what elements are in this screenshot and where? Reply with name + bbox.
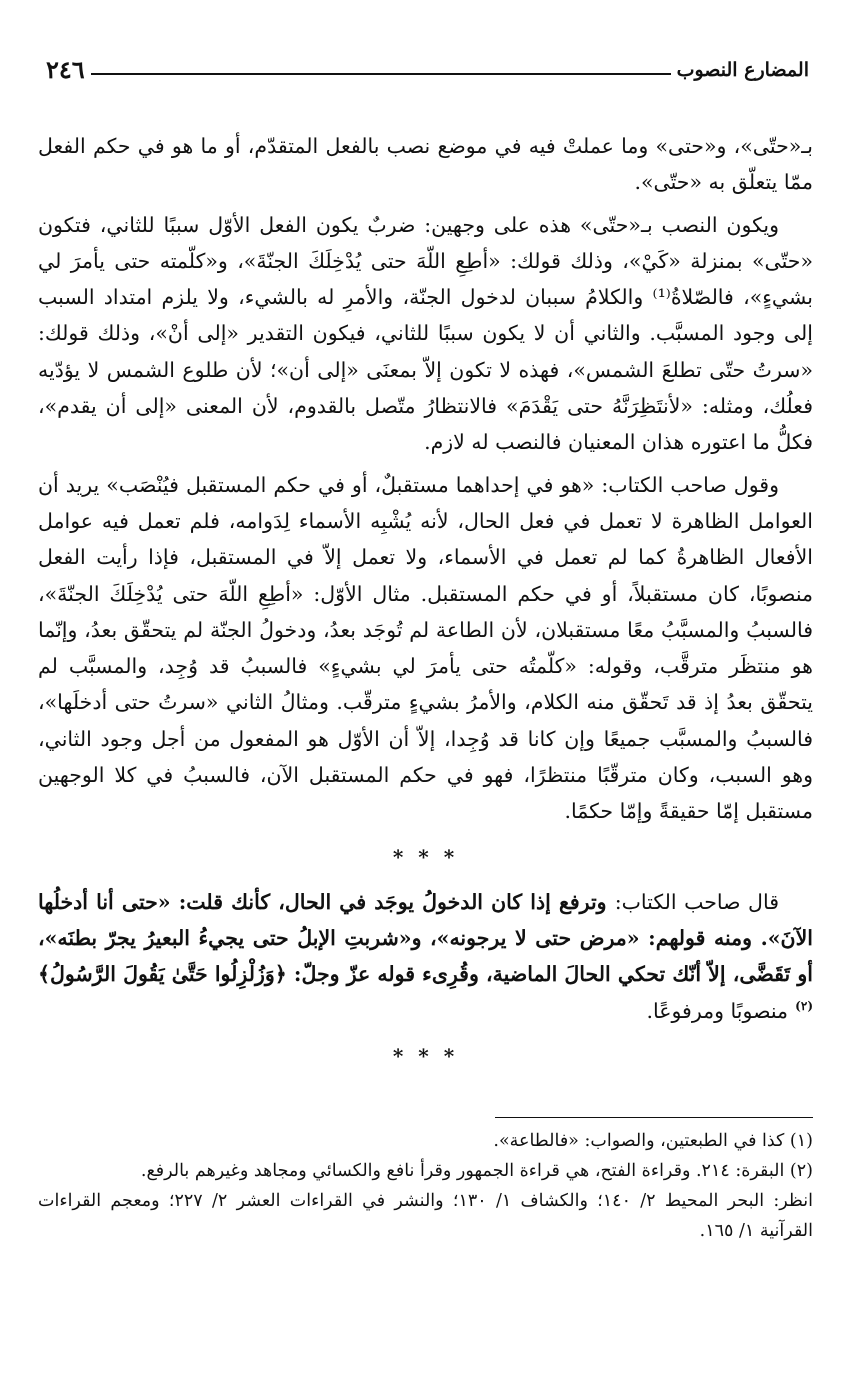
quote-text: وترفع إذا كان الدخولُ يوجَد في الحال، كأنك قلت: «حتى أنا أدخلُها الآنَ». ومنه قولهم: «مرض حتى لا يرجونه»، و«شربتِ الإبلُ حتى يجيءُ البعيرُ يجرّ بطنَه»، أو تَقَضَّى، إلاّ أنّك تحكي الحالَ الماضية، وقُرِىء قوله عزّ وجلّ: [38,889,813,987]
quote-lead: قال صاحب الكتاب: [614,889,779,914]
footnote-separator [495,1117,813,1118]
footnote-2: (٢) البقرة: ٢١٤. وقراءة الفتح، هي قراءة الجمهور وقرأ نافع والكسائي ومجاهد وغيرهم بالرفع. [140,1160,813,1181]
quote-tail: منصوبًا ومرفوعًا. [646,998,789,1023]
paragraph-3: وقول صاحب الكتاب: «هو في إحداهما مستقبلٌ، أو في حكم المستقبل فيُنْصَب» يريد أن العوامل الظاهرة لا تعمل في فعل الحال، لأنه يُشْبِه الأسماء لِدَوامه، فلم تعمل فيه عوامل الأفعال الظاهرةُ كما لم تعمل في الأسماء، ولا تعمل إلاّ في المستقبل، فإذا رأيت الفعل منصوبًا، كان مستقبلاً، أو في حكم المستقبل. مثال الأوّل: «أطِعِ اللّهَ حتى يُدْخِلَكَ الجنّةَ»، فالسببُ والمسبَّبُ معًا مستقبلان، لأن الطاعة لم تُوجَد بعدُ، ودخولُ الجنّة لم يتحقّق بعدُ، وإنّما هو منتظَر مترقَّب، وقوله: «كلّمتُه حتى يأمرَ لي بشيءٍ» فالسببُ قد وُجِد، والمسبَّب لم يتحقّق بعدُ إذ قد تَحقّق منه الكلام، والأمرُ بشيءٍ مترقّب. ومثالُ الثاني «سرتُ حتى أدخلَها»، فالسببُ والمسبَّب جميعًا وإن كانا قد وُجِدا، إلاّ أن الأوّل هو المفعول من أجل وجود الثاني، وهو السبب، وكان مترقّبًا منتظرًا، فهو في حكم المستقبل الآن، فالسببُ في كلا الوجهين مستقبل إمّا حقيقةً وإمّا حكمًا. [38,472,813,824]
section-title: المضارع النصوب [676,59,809,81]
paragraph-1: بـ«حتّى»، و«حتى» وما عملتْ فيه في موضع نصب بالفعل المتقدّم، أو ما هو في حكم الفعل ممّا يتعلّق به «حتّى». [38,134,813,195]
paragraph-2: ويكون النصب بـ«حتّى» هذه على وجهين: ضربٌ يكون الفعل الأوّل سببًا للثاني، فتكون «حتّى» بمنزلة «كَيْ»، وذلك قولك: «أطِعِ اللّهَ حتى يُدْخِلَكَ الجنّةَ»، و«كلّمته حتى يأمرَ لي بشيءٍ»، فالصّلاةُ⁽¹⁾ والكلامُ سببان لدخول الجنّة، والأمرِ له بالشيء، ولا يلزم امتداد السبب إلى وجود المسبَّب. والثاني أن لا يكون سببًا للثاني، فيكون التقدير «إلى أنْ»، وذلك قولك: «سرتُ حتّى تطلعَ الشمس»، فهذه لا تكون إلاّ بمعنَى «إلى أن»؛ لأن طلوع الشمس لا يؤدّيه فعلُك، ومثله: «لأنتَظِرَنَّهُ حتى يَقْدَمَ» فالانتظارُ متّصل بالقدوم، لأن المعنى «إلى أن يقدم»، فكلُّ ما اعتوره هذان المعنيان فالنصب له لازم. [38,212,813,455]
header-rule [91,73,671,75]
quran-verse: ﴿وَزُلْزِلُوا حَتَّىٰ يَقُولَ الرَّسُولُ﴾ [38,962,287,987]
running-header [38,52,813,84]
footnote-ref-2: (٢) [795,998,813,1013]
body-text [38,128,813,1083]
section-separator: * * * [392,844,459,869]
footnote-1: (١) كذا في الطبعتين، والصواب: «فالطاعة». [493,1130,813,1151]
footnote-2-continued: انظر: البحر المحيط ٢/ ١٤٠؛ والكشاف ١/ ١٣٠؛ والنشر في القراءات العشر ٢/ ٢٢٧؛ ومعجم القراءات القرآنية ١/ ١٦٥. [38,1190,813,1241]
section-separator-2: * * * [392,1043,459,1068]
footnotes [38,1126,813,1246]
page-number: ٢٤٦ [46,55,85,84]
book-page [38,52,813,1246]
quoted-text-block [38,884,813,1029]
